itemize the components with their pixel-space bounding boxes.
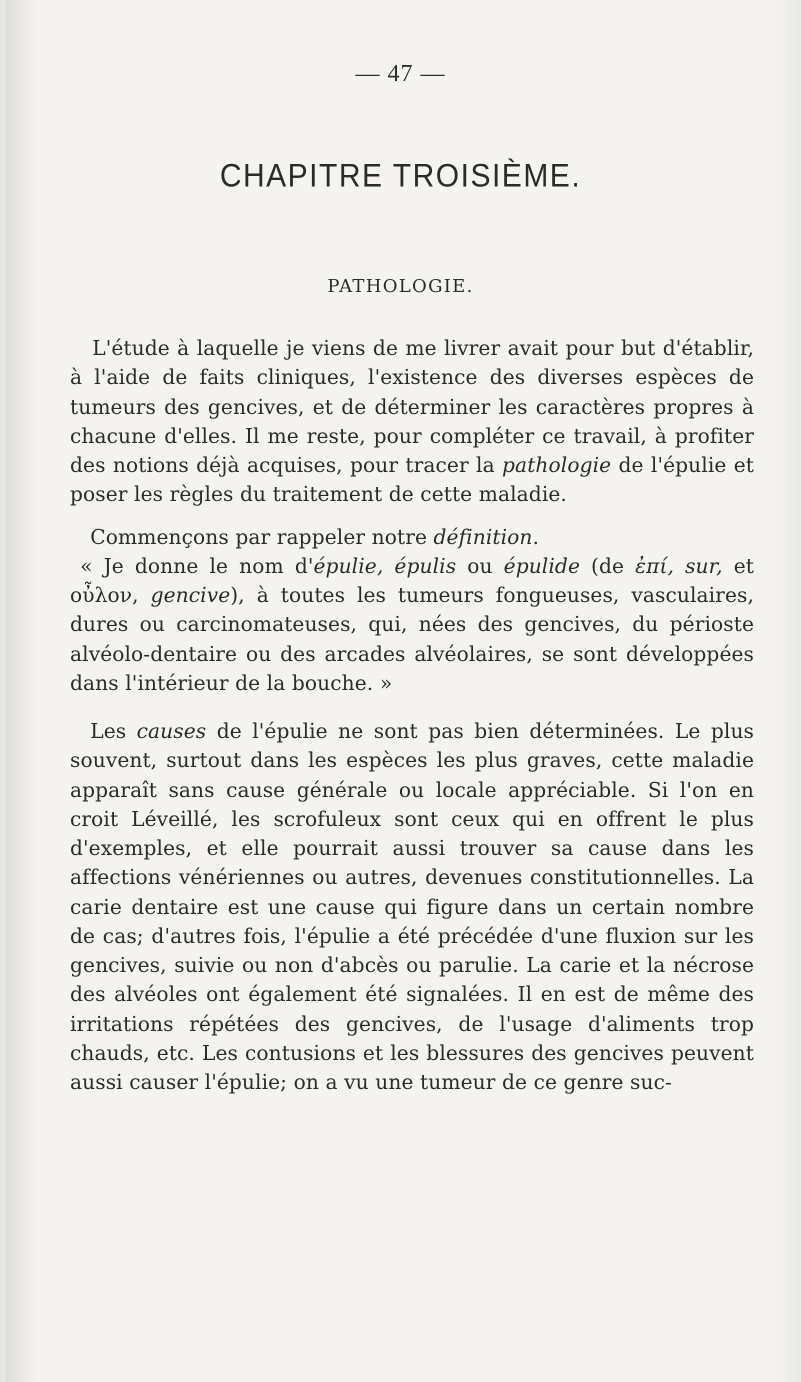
chapter-title: CHAPITRE TROISIÈME. — [219, 158, 582, 195]
text-run: Commençons par rappeler notre — [90, 524, 434, 549]
page-number: — 47 — — [355, 61, 446, 87]
text-run: ou — [456, 553, 504, 578]
text-run: de l'épulie ne sont pas bien déterminées. Le plus souvent, surtout dans les espèces les plus graves, cette maladie apparaît sans cause générale ou locale appréciable. Si l'on en croit Léveillé, les scrofuleux sont ceux qui en offrent le plus d'exemples, et elle pourrait aussi trouver sa cause dans les affections vénériennes ou autres, devenues constitutionnelles. La carie dentaire est une cause qui figure dans un certain nombre de cas; d'autres fois, l'épulie a été précédée d'une fluxion sur les gencives, suivie ou non d'abcès ou parulie. La carie et la nécrose des alvéoles ont également été signalées. Il en est de même des irritations répétées des gencives, de l'usage d'aliments trop chauds, etc. Les contusions et les blessures des gencives peuvent aussi causer l'épulie; on a vu une tumeur de ce genre suc- — [70, 719, 755, 1094]
italic-term: ἐπί, sur, — [635, 553, 723, 578]
paragraph-introduction — [70, 334, 754, 510]
page-edge-shadow — [6, 0, 32, 1382]
italic-term: causes — [136, 719, 207, 743]
paragraph-definition-quote — [70, 552, 754, 698]
section-title: PATHOLOGIE. — [327, 276, 474, 297]
text-run: . — [532, 524, 540, 549]
text-run: (de — [580, 553, 636, 578]
italic-term: épulie, épulis — [313, 553, 457, 578]
text-run: Les — [90, 719, 137, 743]
italic-term: définition — [433, 524, 533, 549]
text-run: de l'épulie et poser les règles du traitement de cette maladie. — [70, 453, 754, 507]
text-run: L'étude à laquelle je viens de me livrer avait pour but d'établir, à l'aide de faits cliniques, l'existence des diverses espèces de tumeurs des gencives, et de déterminer les caractères propres à chacune d'elles. Il me reste, pour compléter ce travail, à profiter des notions déjà acquises, pour tracer la — [70, 336, 754, 477]
text-run: ), à toutes les tumeurs fongueuses, vasculaires, dures ou carcinomateuses, qui, nées des gencives, du périoste alvéolo-dentaire ou des arcades alvéolaires, se sont développées dans l'intérieur de la bouche. » — [70, 583, 755, 695]
paragraph-causes — [70, 717, 754, 1097]
text-run: et οὖλον, — [70, 553, 755, 607]
body-text — [70, 334, 754, 1097]
paragraph-gap — [70, 698, 754, 717]
italic-term: gencive — [150, 583, 231, 607]
italic-term: pathologie — [502, 453, 612, 477]
paragraph-definition-intro — [70, 523, 754, 552]
text-run: « Je donne le nom d' — [80, 553, 314, 578]
italic-term: épulide — [503, 553, 580, 578]
paragraph-gap — [70, 510, 754, 523]
